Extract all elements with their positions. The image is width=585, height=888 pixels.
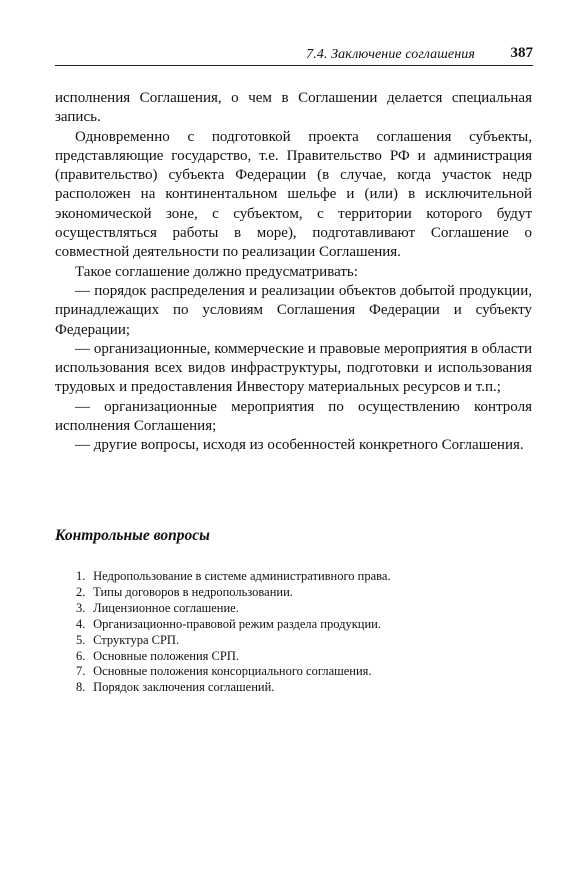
body-text — [55, 89, 532, 456]
list-item — [76, 680, 516, 696]
list-item — [76, 649, 516, 665]
question-text: Типы договоров в недропользовании. — [93, 584, 293, 599]
list-item — [76, 617, 516, 633]
section-title: Контрольные вопросы — [55, 527, 210, 544]
paragraph: — другие вопросы, исходя из особенностей конкретного Соглашения. — [75, 437, 524, 454]
header-rule — [55, 65, 533, 66]
question-text: Основные положения консорциального соглашения. — [93, 664, 372, 679]
question-text: Недропользование в системе административного права. — [93, 569, 391, 583]
question-number: 1. — [76, 569, 86, 583]
question-text: Основные положения СРП. — [93, 648, 239, 663]
paragraph: Одновременно с подготовкой проекта соглашения субъекты, представляющие государство, т.е. Правительство РФ и администрация (правительство) субъекта Федерации (в случае, когда участок недр расположен на континентальном шельфе и (или) в исключительной экономической зоне, с субъектом, с территории которого будут осуществляться работы в море), подготавливают Соглашение о совместной деятельности по реализации Соглашения. — [55, 128, 532, 261]
paragraph: — организационные мероприятия по осуществлению контроля исполнения Соглашения; — [55, 398, 532, 435]
question-number: 8. — [76, 680, 86, 695]
list-item — [76, 601, 516, 617]
list-item — [76, 664, 516, 680]
list-item — [76, 633, 516, 649]
paragraph: — организационные, коммерческие и правовые мероприятия в области использования всех видов инфраструктуры, подготовки и использования трудовых и предоставления Инвестору материальных ресурсов и т.п.; — [55, 340, 532, 396]
paragraph: — порядок распределения и реализации объектов добытой продукции, принадлежащих по условиям Соглашения Федерации и субъекту Федерации; — [55, 282, 532, 338]
question-number: 4. — [76, 616, 86, 631]
running-title: 7.4. Заключение соглашения — [306, 47, 475, 62]
page-number: 387 — [510, 45, 533, 61]
question-number: 5. — [76, 632, 86, 647]
list-item — [76, 585, 516, 601]
question-text: Лицензионное соглашение. — [93, 600, 239, 615]
paragraph: исполнения Соглашения, о чем в Соглашении делается специальная запись. — [55, 90, 532, 126]
page-header — [55, 44, 533, 66]
paragraph: Такое соглашение должно предусматривать: — [75, 263, 358, 280]
question-text: Организационно-правовой режим раздела продукции. — [93, 616, 381, 631]
list-item — [76, 569, 516, 585]
question-number: 6. — [76, 648, 86, 663]
question-number: 3. — [76, 600, 86, 615]
question-text: Порядок заключения соглашений. — [93, 680, 275, 695]
question-text: Структура СРП. — [93, 632, 180, 647]
questions-list — [76, 569, 516, 696]
question-number: 7. — [76, 664, 86, 679]
question-number: 2. — [76, 584, 86, 599]
